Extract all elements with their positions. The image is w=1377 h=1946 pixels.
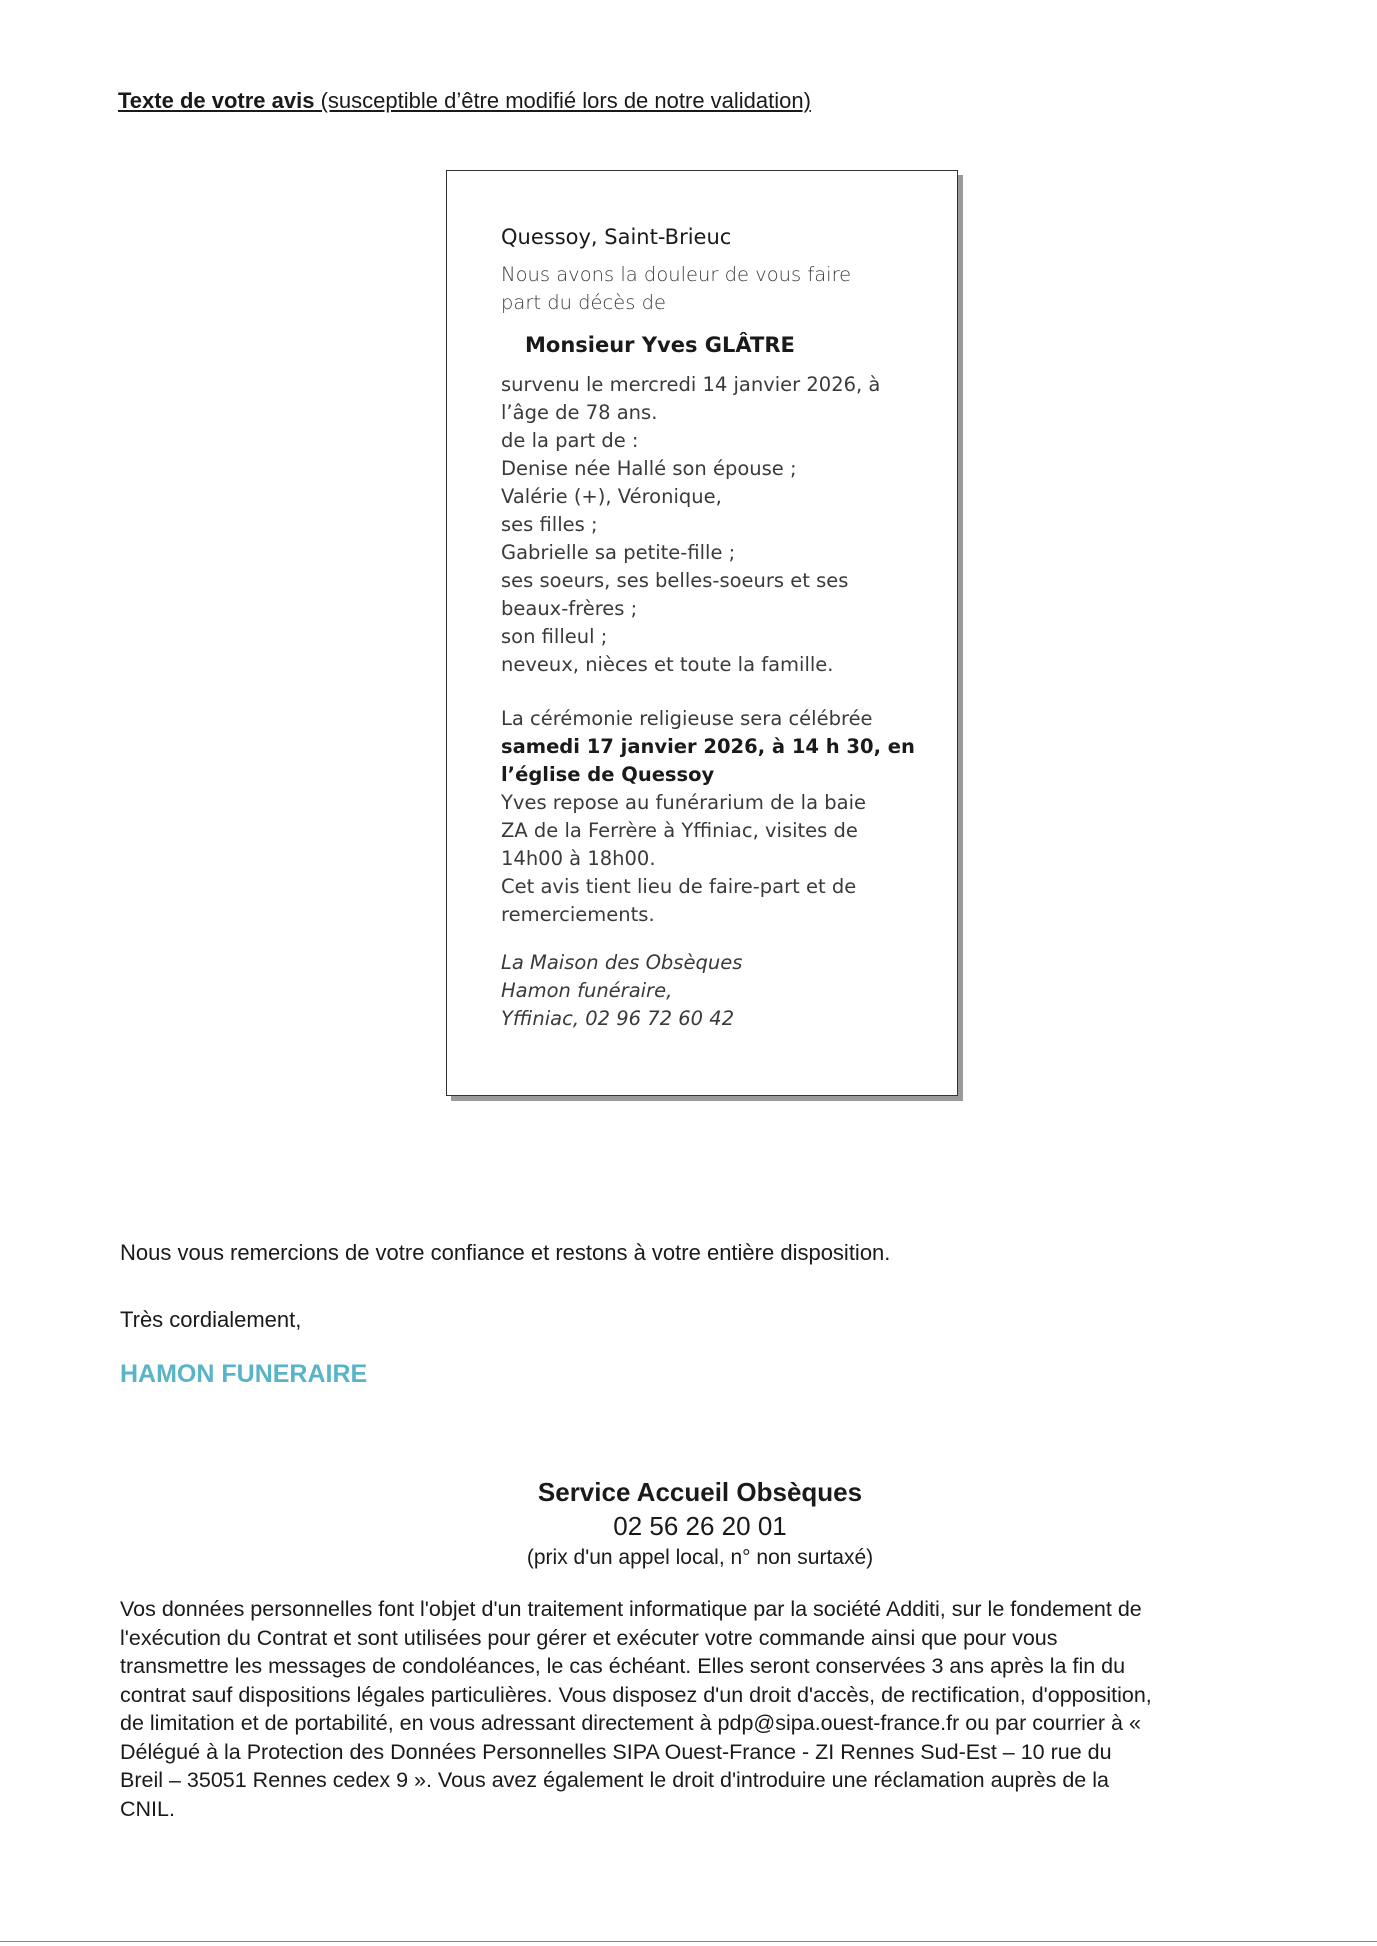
thanks-paragraph: Nous vous remercions de votre confiance et restons à votre entière disposition. [120, 1240, 891, 1265]
notice-body-line: Denise née Hallé son épouse ; [501, 457, 797, 480]
service-phone-note: (prix d'un appel local, n° non surtaxé) [526, 1546, 874, 1569]
privacy-notice [120, 1595, 1300, 1823]
footer-divider [0, 1941, 1377, 1942]
notice-signature-line: Hamon funéraire, [501, 979, 673, 1002]
service-phone: 02 56 26 20 01 [613, 1511, 787, 1541]
notice-body-line: ses filles ; [501, 513, 598, 536]
privacy-line: Vos données personnelles font l'objet d'un traitement informatique par la société Additi, sur le fondement de [120, 1597, 1142, 1621]
notice-signature-line: La Maison des Obsèques [501, 951, 743, 974]
privacy-line: l'exécution du Contrat et sont utilisées pour gérer et exécuter votre commande ainsi que pour vous [120, 1625, 1058, 1650]
notice-body-line: de la part de : [501, 429, 639, 452]
privacy-line: transmettre les messages de condoléances, le cas échéant. Elles seront conservées 3 ans après la fin du [120, 1654, 1126, 1678]
privacy-line: Breil – 35051 Rennes cedex 9 ». Vous avez également le droit d'introduire une réclamation auprès de la [120, 1768, 1109, 1792]
notice-content [501, 223, 931, 1033]
notice-body-line: son filleul ; [501, 625, 608, 648]
service-contact-block [0, 1475, 1377, 1573]
repose-line: ZA de la Ferrère à Yffiniac, visites de [501, 819, 858, 842]
repose-line: remerciements. [501, 903, 655, 926]
notice-body-line: Gabrielle sa petite-fille ; [501, 541, 736, 564]
privacy-line: Délégué à la Protection des Données Personnelles SIPA Ouest-France - ZI Rennes Sud-Est – 10 rue du [120, 1739, 1112, 1764]
notice-location: Quessoy, Saint-Brieuc [501, 225, 732, 249]
service-title: Service Accueil Obsèques [537, 1477, 863, 1507]
ceremony-details: samedi 17 janvier 2026, à 14 h 30, en [501, 735, 915, 758]
notice-body-line: beaux-frères ; [501, 597, 638, 620]
ceremony-intro: La cérémonie religieuse sera célébrée [501, 707, 873, 730]
closing-line: Très cordialement, [120, 1307, 302, 1332]
repose-line: Cet avis tient lieu de faire-part et de [501, 875, 857, 898]
privacy-line: de limitation et de portabilité, en vous adressant directement à pdp@sipa.ouest-france.fr ou par courrier à « [120, 1711, 1141, 1735]
notice-body-line: survenu le mercredi 14 janvier 2026, à [501, 373, 881, 396]
notice-intro-line: Nous avons la douleur de vous faire [501, 263, 852, 286]
heading-note: (susceptible d’être modifié lors de notre validation) [314, 88, 811, 113]
heading-label: Texte de votre avis [118, 88, 315, 113]
notice-body-line: ses soeurs, ses belles-soeurs et ses [501, 569, 849, 592]
privacy-line: contrat sauf dispositions légales particulières. Vous disposez d'un droit d'accès, de rectification, d'opposition, [120, 1682, 1152, 1707]
notice-body-line: neveux, nièces et toute la famille. [501, 653, 834, 676]
notice-intro-line: part du décès de [501, 291, 666, 314]
ceremony-details: l’église de Quessoy [501, 763, 715, 786]
death-notice-box [446, 170, 958, 1096]
repose-line: Yves repose au funérarium de la baie [501, 791, 866, 814]
notice-body-line: Valérie (+), Véronique, [501, 485, 722, 508]
notice-text-heading [118, 88, 811, 114]
repose-line: 14h00 à 18h00. [501, 847, 656, 870]
deceased-name: Monsieur Yves GLÂTRE [525, 333, 795, 357]
notice-signature-line: Yffiniac, 02 96 72 60 42 [501, 1007, 735, 1030]
company-name: HAMON FUNERAIRE [120, 1360, 368, 1388]
privacy-line: CNIL. [120, 1796, 175, 1821]
notice-body-line: l’âge de 78 ans. [501, 401, 658, 424]
